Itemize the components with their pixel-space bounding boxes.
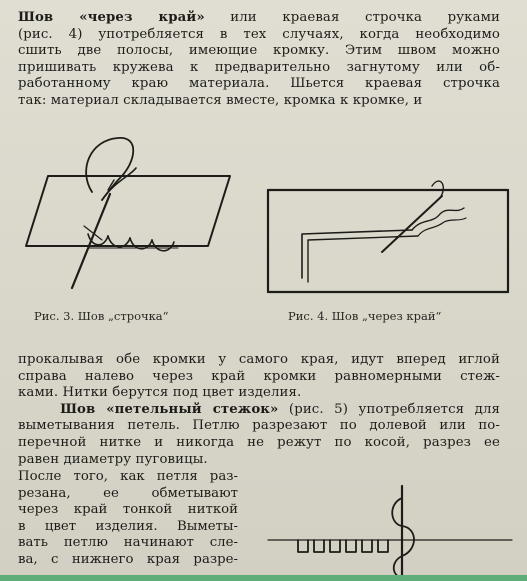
text-line: прокалывая обе кромки у самого края, идут вперед иглой [18, 352, 500, 367]
fabric-edge-2 [308, 236, 418, 282]
text-line: равен диаметру пуговицы. [18, 451, 208, 467]
stitch-curl [418, 218, 466, 236]
text-line [18, 402, 500, 419]
buttonhole-stitch [378, 540, 388, 552]
text-line: в цвет изделия. Выметы- [18, 518, 238, 534]
paragraph-narrow-column [18, 469, 238, 578]
text-line: так: материал складывается вместе, кромка к кромке, и [18, 92, 423, 108]
text-line: работанному краю материала. Шьется краевая строчка [18, 76, 500, 92]
thread-tail [102, 168, 136, 200]
bottom-edge-bar [0, 575, 527, 581]
text-fragment: или краевая строчка руками [204, 10, 500, 25]
buttonhole-stitch [346, 540, 356, 552]
text-line [18, 10, 500, 27]
text-line: справа налево через край кромки равномерными стеж- [18, 368, 500, 384]
paragraph-continuation [18, 352, 500, 468]
text-line: После того, как петля раз- [18, 469, 238, 484]
text-line: (рис. 4) употребляется в тех случаях, когда необходимо [18, 26, 500, 42]
term-edge-stitch: Шов «через край» [18, 10, 205, 25]
frame-outline [268, 190, 508, 292]
figure-5-buttonhole-illustration [262, 480, 517, 580]
text-line: через край тонкой ниткой [18, 502, 238, 518]
text-line: выметывания петель. Петлю разрезают по долевой или по- [18, 418, 500, 434]
buttonhole-stitch [362, 540, 372, 552]
buttonhole-stitch [314, 540, 324, 552]
text-line: перечной нитке и никогда не режут по косой, разрез ее [18, 434, 500, 450]
paragraph-edge-stitch [18, 10, 500, 110]
term-buttonhole-stitch: Шов «петельный стежок» [60, 401, 279, 417]
thread-loop [392, 498, 414, 578]
text-line: пришивать кружева к предварительно загнутому или об- [18, 59, 500, 75]
figure-4-edge-stitch-illustration [262, 168, 517, 300]
figure-4-caption: Рис. 4. Шов „через край“ [288, 309, 442, 323]
figure-3-stitch-illustration [18, 130, 248, 300]
text-line: ками. Нитки берутся под цвет изделия. [18, 385, 302, 401]
text-line: резана, ее обметывают [18, 485, 238, 501]
fabric-outline [26, 176, 230, 246]
text-line: ва, с нижнего края разре- [18, 551, 238, 567]
text-line: вать петлю начинают сле- [18, 535, 238, 551]
figure-3-caption: Рис. 3. Шов „строчка“ [34, 309, 169, 323]
needle [382, 196, 442, 252]
text-fragment: (рис. 5) употребляется для [278, 401, 500, 417]
text-line: сшить две полосы, имеющие кромку. Этим швом можно [18, 43, 500, 59]
buttonhole-stitch [330, 540, 340, 552]
buttonhole-stitch [298, 540, 308, 552]
stitch [130, 238, 152, 249]
stitch-curl [412, 208, 464, 230]
